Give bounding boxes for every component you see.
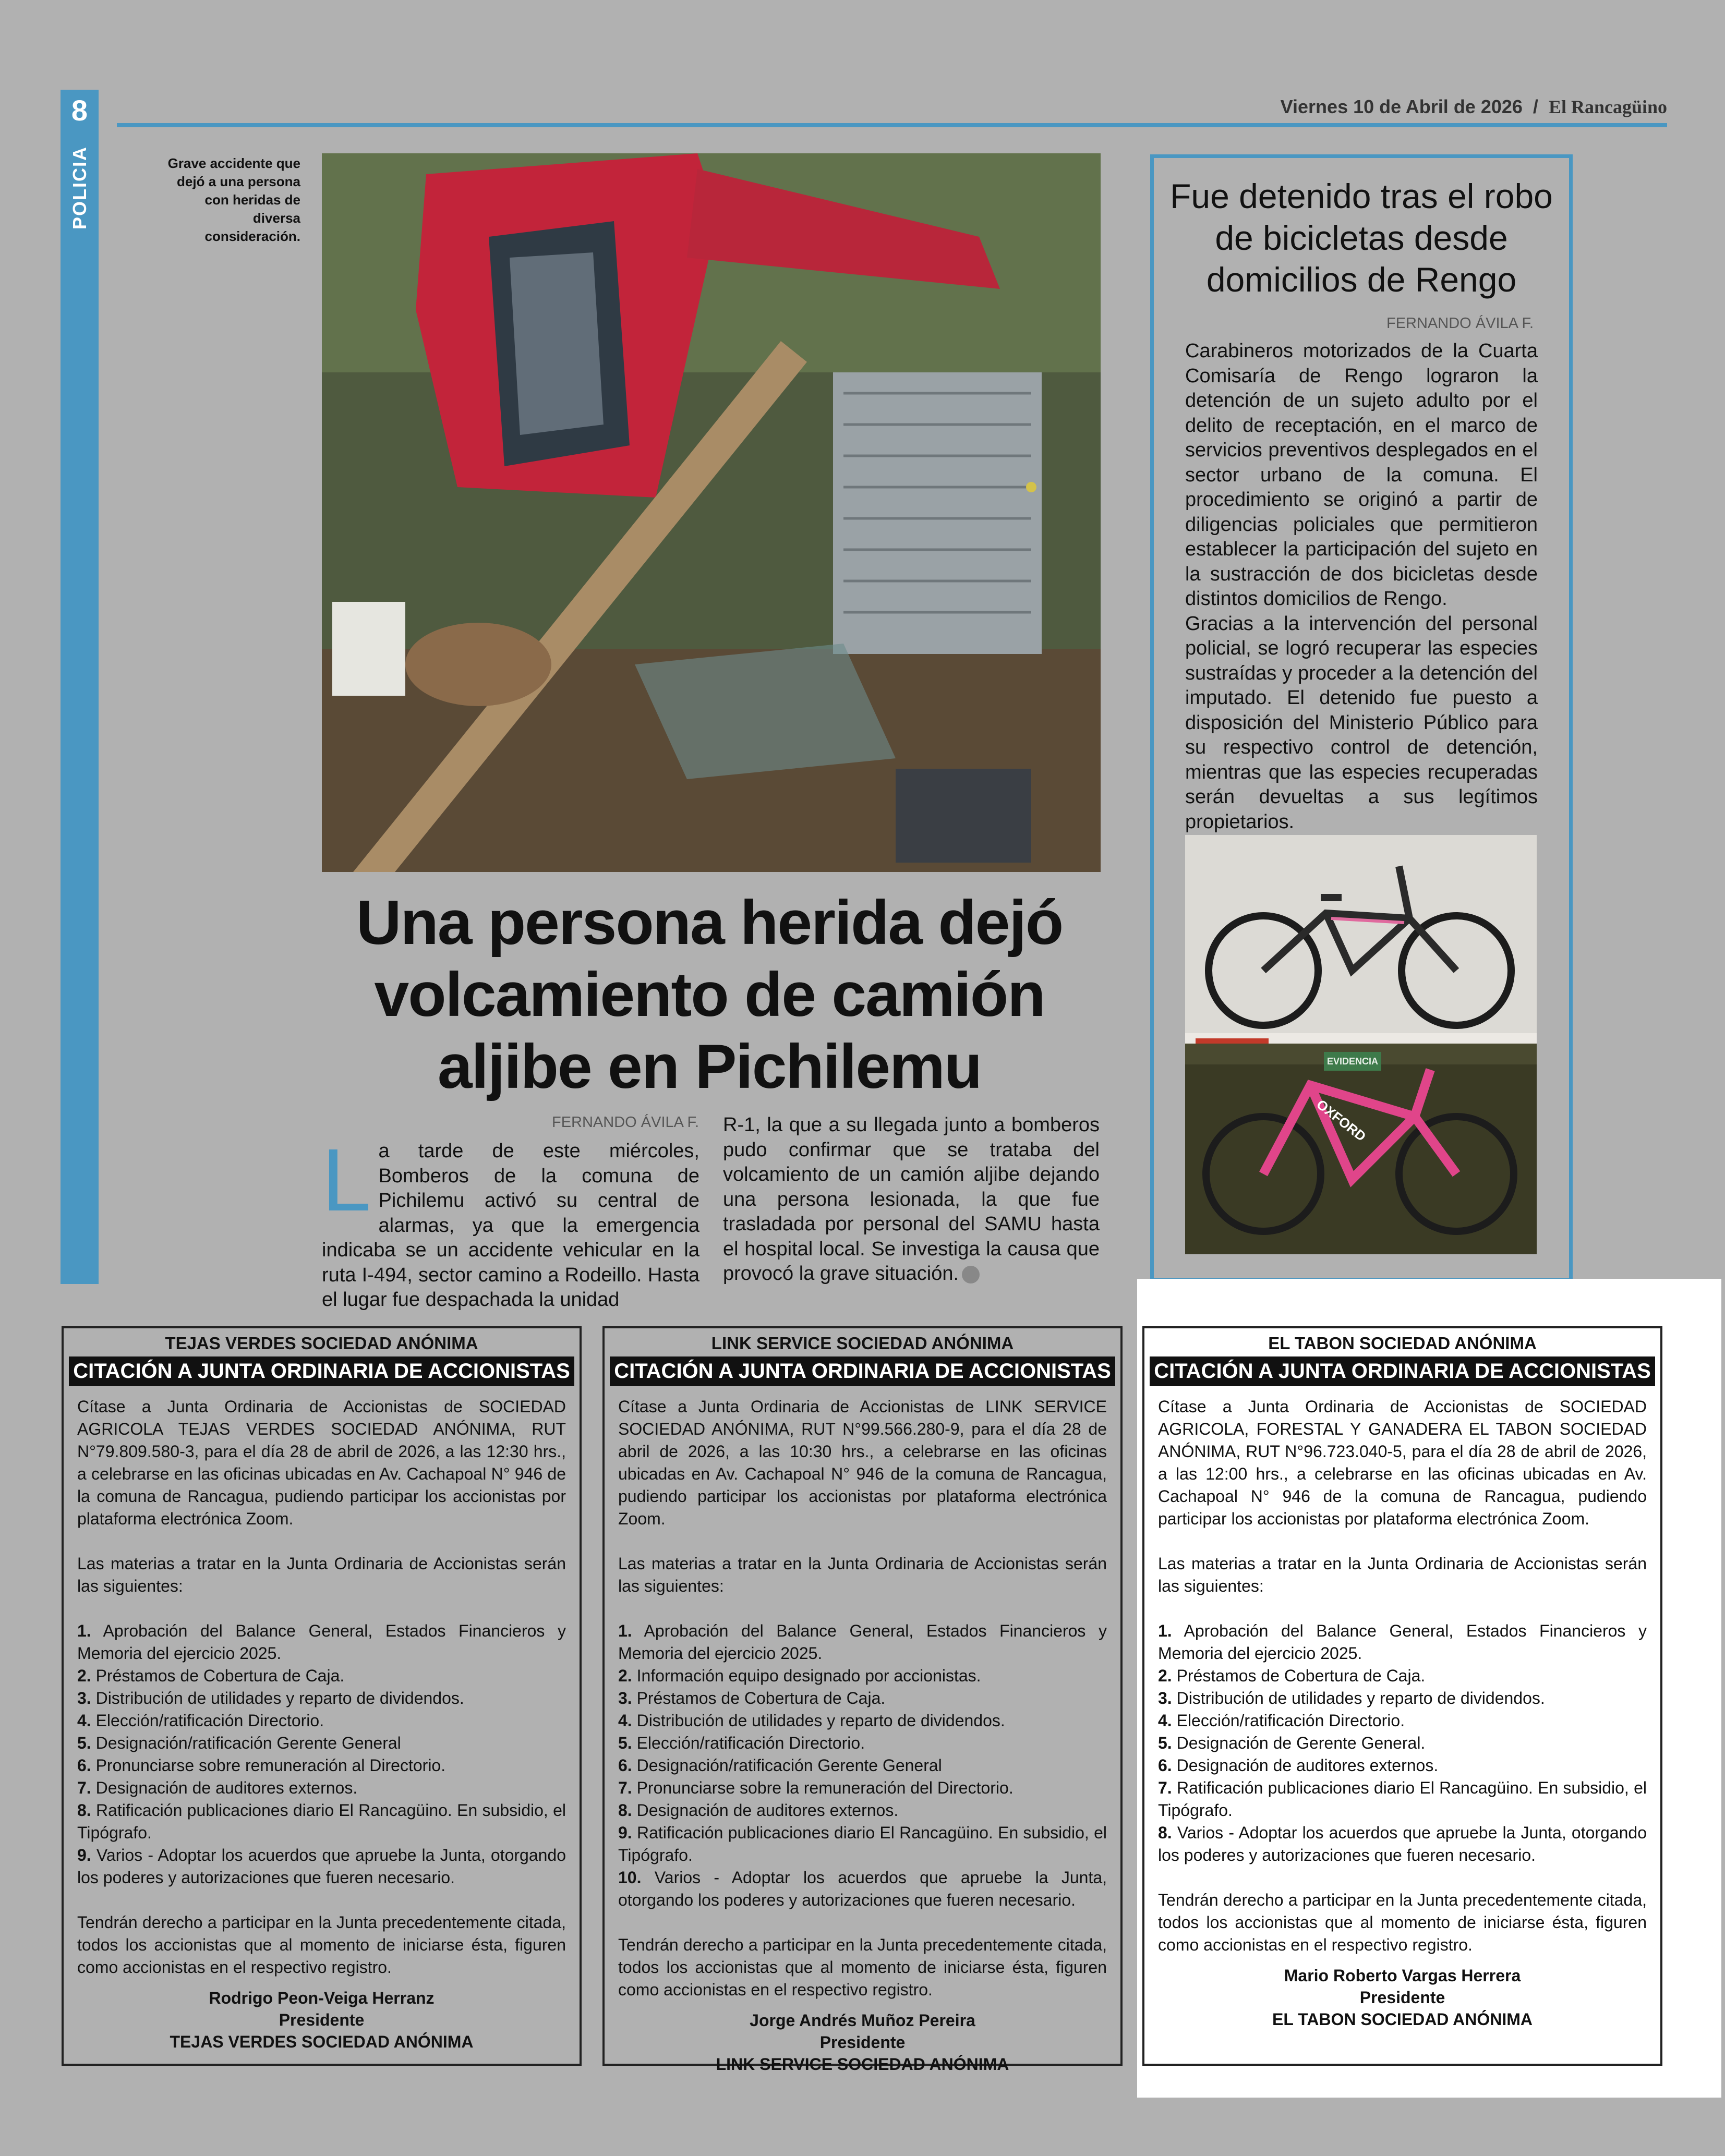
newspaper-name: El Rancagüino [1548, 96, 1667, 117]
notice-closing: Tendrán derecho a participar en la Junta precedentemente citada, todos los accionistas que al momento de iniciarse ésta, figuren como accionistas en el respectivo registro. [618, 1935, 1107, 1999]
main-byline: FERNANDO ÁVILA F. [551, 1114, 699, 1131]
notice-intro: Cítase a Junta Ordinaria de Accionistas de SOCIEDAD AGRICOLA TEJAS VERDES SOCIEDAD ANÓNIMA, RUT N°79.809.580-3, para el día 28 de abril de 2026, a las 12:30 hrs., a celebrarse en las oficinas ubicadas en Av. Cachapoal N° 946 de la comuna de Rancagua, pudiendo participar los accionistas por plataforma electrónica Zoom. [77, 1397, 566, 1528]
agenda-item: 2. Préstamos de Cobertura de Caja. [77, 1666, 345, 1685]
signer-role: Presidente [279, 2010, 365, 2029]
signer-company: EL TABON SOCIEDAD ANÓNIMA [1272, 2010, 1533, 2029]
signer-company: TEJAS VERDES SOCIEDAD ANÓNIMA [170, 2032, 474, 2051]
agenda-item: 3. Distribución de utilidades y reparto de dividendos. [1158, 1689, 1545, 1707]
agenda-item: 6. Designación de auditores externos. [1158, 1756, 1439, 1775]
agenda-item: 8. Varios - Adoptar los acuerdos que apruebe la Junta, otorgando los poderes y autorizaciones que fueren necesario. [1158, 1823, 1647, 1864]
notice-company: EL TABON SOCIEDAD ANÓNIMA [1268, 1334, 1537, 1353]
agenda-item: 10. Varios - Adoptar los acuerdos que apruebe la Junta, otorgando los poderes y autorizaciones que fueren necesario. [618, 1868, 1107, 1909]
notice-company: TEJAS VERDES SOCIEDAD ANÓNIMA [165, 1334, 478, 1353]
agenda-item: 8. Ratificación publicaciones diario El Rancagüino. En subsidio, el Tipógrafo. [77, 1801, 566, 1842]
notice-signature [64, 1987, 580, 2053]
agenda-item: 1. Aprobación del Balance General, Estados Financieros y Memoria del ejercicio 2025. [77, 1621, 566, 1663]
notice-signature [1144, 1965, 1660, 2030]
agenda-item: 4. Elección/ratificación Directorio. [1158, 1711, 1405, 1730]
side-story-body [1185, 339, 1538, 834]
agenda-item: 8. Designación de auditores externos. [618, 1801, 899, 1820]
end-of-story-icon [962, 1266, 980, 1283]
notice-title: CITACIÓN A JUNTA ORDINARIA DE ACCIONISTAS [69, 1356, 574, 1386]
agenda-item: 7. Designación de auditores externos. [77, 1778, 358, 1797]
section-label: POLICIA [69, 146, 90, 229]
main-headline: Una persona herida dejó volcamiento de camión aljibe en Pichilemu [356, 888, 1063, 1101]
issue-date: Viernes 10 de Abril de 2026 [1280, 96, 1523, 117]
notice-matters-intro: Las materias a tratar en la Junta Ordinaria de Accionistas serán las siguientes: [618, 1554, 1107, 1595]
signer-company: LINK SERVICE SOCIEDAD ANÓNIMA [716, 2055, 1009, 2074]
notice-title: CITACIÓN A JUNTA ORDINARIA DE ACCIONISTAS [610, 1356, 1115, 1386]
side-byline: FERNANDO ÁVILA F. [1386, 315, 1534, 332]
header-separator: / [1533, 96, 1538, 117]
notice-intro: Cítase a Junta Ordinaria de Accionistas de SOCIEDAD AGRICOLA, FORESTAL Y GANADERA EL TABON SOCIEDAD ANÓNIMA, RUT N°96.723.040-5, para el día 28 de abril de 2026, a las 12:00 hrs., a celebrarse en las oficinas ubicadas en Av. Cachapoal N° 946 de la comuna de Rancagua, pudiendo participar los accionistas por plataforma electrónica Zoom. [1158, 1397, 1647, 1528]
notice-matters-intro: Las materias a tratar en la Junta Ordinaria de Accionistas serán las siguientes: [77, 1554, 566, 1595]
notice-intro: Cítase a Junta Ordinaria de Accionistas de LINK SERVICE SOCIEDAD ANÓNIMA, RUT N°99.566.280-9, para el día 28 de abril de 2026, a las 10:30 hrs., a celebrarse en las oficinas ubicadas en Av. Cachapoal N° 946 de la comuna de Rancagua, pudiendo participar los accionistas por plataforma electrónica Zoom. [618, 1397, 1107, 1528]
drop-cap: L [322, 1131, 371, 1230]
header-rule [117, 123, 1667, 127]
signer-name: Rodrigo Peon-Veiga Herranz [209, 1989, 435, 2007]
legal-notice [1142, 1326, 1662, 2066]
bicycles-photo [1185, 835, 1537, 1254]
legal-notice [602, 1326, 1123, 2074]
agenda-item: 4. Elección/ratificación Directorio. [77, 1711, 324, 1730]
agenda-item: 2. Información equipo designado por accionistas. [618, 1666, 981, 1685]
main-story-text-1: a tarde de este miércoles, Bomberos de la comuna de Pichilemu activó su central de alarmas, ya que la emergencia indicaba se un accidente vehicular en la ruta I-494, sector camino a Rodeillo. Hasta el lugar fue despachada la unidad [322, 1140, 699, 1311]
bike-brand-label: OXFORD [1313, 1096, 1369, 1145]
main-story-column-2 [723, 1113, 1100, 1287]
truck-accident-photo [322, 153, 1101, 872]
agenda-item: 5. Elección/ratificación Directorio. [618, 1734, 865, 1752]
agenda-item: 9. Varios - Adoptar los acuerdos que apruebe la Junta, otorgando los poderes y autorizaciones que fueren necesario. [77, 1846, 566, 1887]
agenda-item: 6. Designación/ratificación Gerente General [618, 1756, 942, 1775]
header-dateline [1200, 96, 1667, 118]
signer-name: Jorge Andrés Muñoz Pereira [750, 2011, 975, 2030]
agenda-item: 7. Pronunciarse sobre la remuneración del Directorio. [618, 1778, 1014, 1797]
side-headline: Fue detenido tras el robo de bicicletas desde domicilios de Rengo [1170, 177, 1553, 299]
notice-matters-intro: Las materias a tratar en la Junta Ordinaria de Accionistas serán las siguientes: [1158, 1554, 1647, 1595]
notice-agenda [618, 1620, 1107, 1911]
signer-role: Presidente [819, 2033, 906, 2052]
agenda-item: 6. Pronunciarse sobre remuneración al Directorio. [77, 1756, 446, 1775]
notice-company: LINK SERVICE SOCIEDAD ANÓNIMA [711, 1334, 1014, 1353]
photo-caption: Grave accidente que dejó a una persona con heridas de diversa consideración. [167, 155, 300, 244]
agenda-item: 1. Aprobación del Balance General, Estados Financieros y Memoria del ejercicio 2025. [618, 1621, 1107, 1663]
agenda-item: 4. Distribución de utilidades y reparto de dividendos. [618, 1711, 1005, 1730]
signer-name: Mario Roberto Vargas Herrera [1284, 1966, 1521, 1985]
notice-agenda [77, 1620, 566, 1889]
side-paragraph: Gracias a la intervención del personal policial, se logró recuperar las especies sustraídas y proceder a la detención del imputado. El detenido fue puesto a disposición del Ministerio Público para su respectivo control de detención, mientras que las especies recuperadas serán devueltas a sus legítimos propietarios. [1185, 612, 1538, 833]
agenda-item: 5. Designación de Gerente General. [1158, 1734, 1426, 1752]
agenda-item: 5. Designación/ratificación Gerente General [77, 1734, 401, 1752]
bicycles-illustration [1185, 835, 1537, 1254]
page-number: 8 [71, 94, 88, 127]
notice-title: CITACIÓN A JUNTA ORDINARIA DE ACCIONISTAS [1150, 1356, 1655, 1386]
main-story-text-2: R-1, la que a su llegada junto a bomberos pudo confirmar que se trataba del volcamiento de un camión aljibe dejando una persona lesionada, la que fue trasladada por personal del SAMU hasta el hospital local. Se investiga la causa que provocó la grave situación. [723, 1114, 1100, 1285]
signer-role: Presidente [1359, 1988, 1445, 2007]
agenda-item: 3. Préstamos de Cobertura de Caja. [618, 1689, 886, 1707]
notice-signature [605, 2009, 1120, 2075]
notice-closing: Tendrán derecho a participar en la Junta precedentemente citada, todos los accionistas que al momento de iniciarse ésta, figuren como accionistas en el respectivo registro. [1158, 1891, 1647, 1954]
section-color-bar [61, 90, 99, 1284]
agenda-item: 9. Ratificación publicaciones diario El Rancagüino. En subsidio, el Tipógrafo. [618, 1823, 1107, 1864]
notice-closing: Tendrán derecho a participar en la Junta precedentemente citada, todos los accionistas que al momento de iniciarse ésta, figuren como accionistas en el respectivo registro. [77, 1913, 566, 1977]
legal-notice [62, 1326, 582, 2066]
notice-agenda [1158, 1620, 1647, 1867]
main-story-column-1 [322, 1131, 699, 1313]
evidence-label: EVIDENCIA [1326, 1056, 1379, 1067]
agenda-item: 7. Ratificación publicaciones diario El Rancagüino. En subsidio, el Tipógrafo. [1158, 1778, 1647, 1820]
agenda-item: 2. Préstamos de Cobertura de Caja. [1158, 1666, 1426, 1685]
truck-photo-illustration [322, 153, 1101, 872]
agenda-item: 1. Aprobación del Balance General, Estados Financieros y Memoria del ejercicio 2025. [1158, 1621, 1647, 1663]
side-paragraph: Carabineros motorizados de la Cuarta Comisaría de Rengo lograron la detención de un sujeto adulto por el delito de receptación, en el marco de servicios preventivos desplegados en el sector urbano de la comuna. El procedimiento se originó a partir de diligencias policiales que permitieron establecer la participación del sujeto en la sustracción de dos bicicletas desde distintos domicilios de Rengo. [1185, 340, 1538, 610]
agenda-item: 3. Distribución de utilidades y reparto de dividendos. [77, 1689, 464, 1707]
